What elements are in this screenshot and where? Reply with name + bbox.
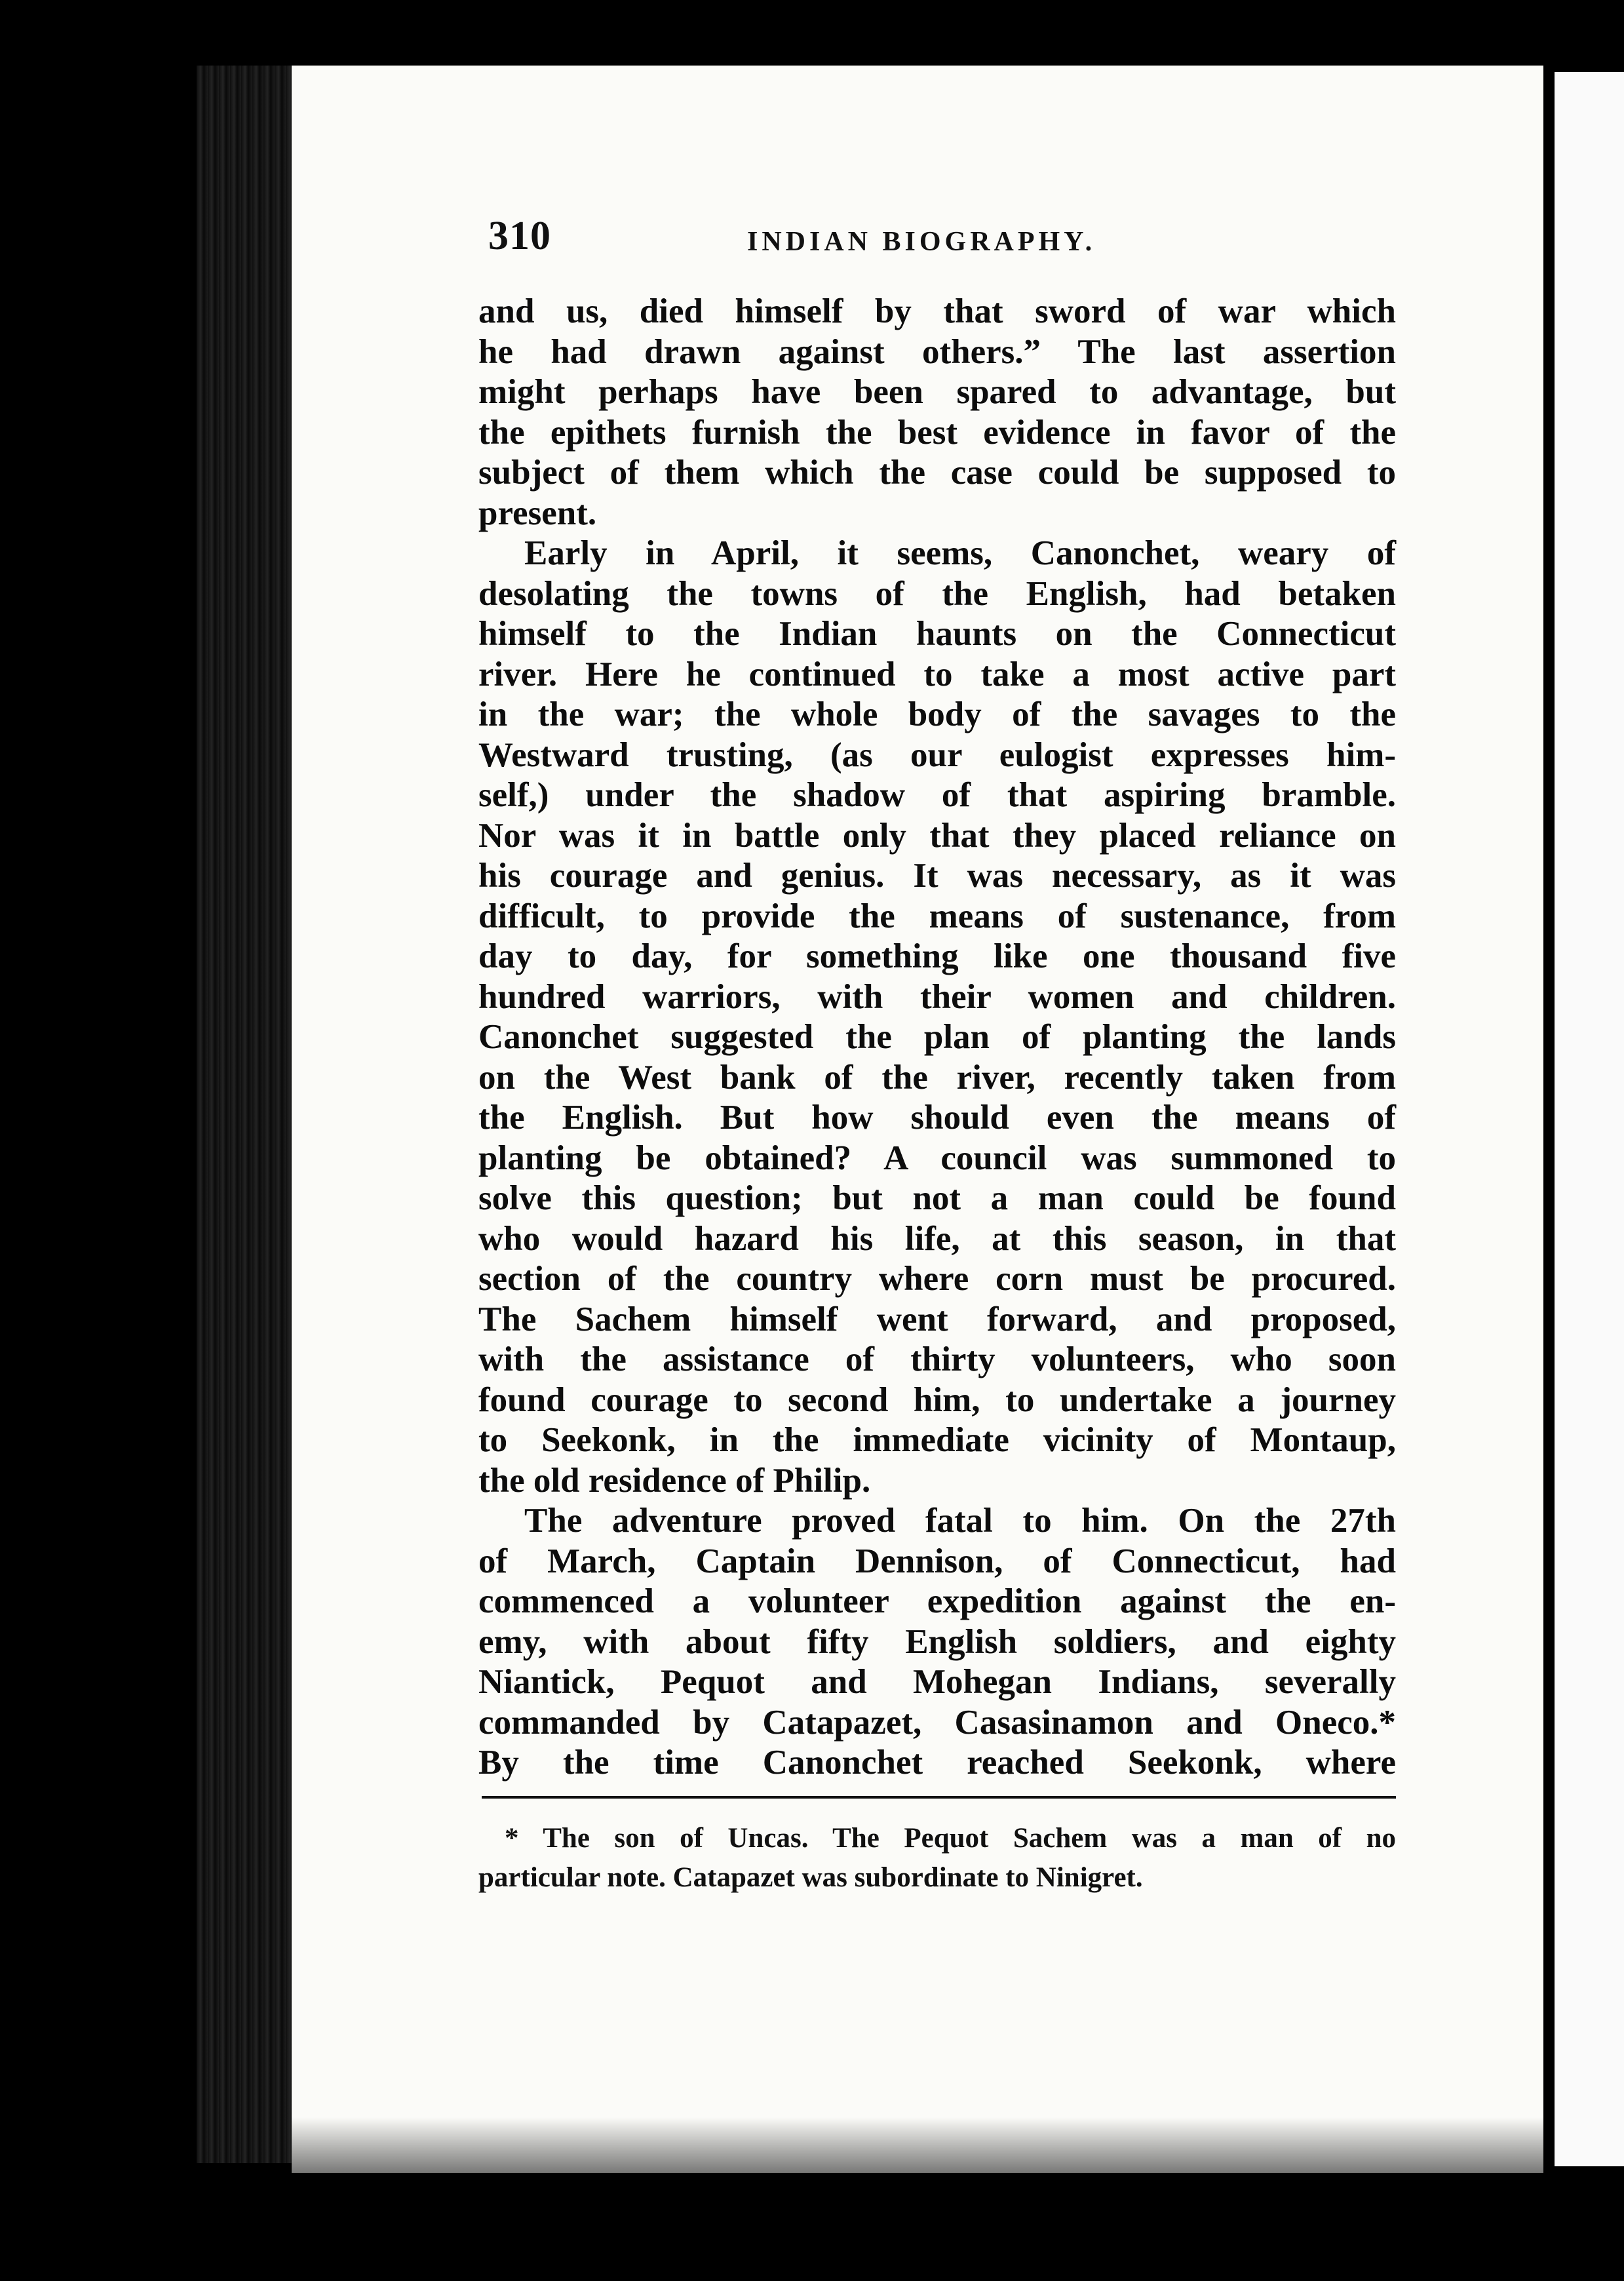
text-line: difficult, to provide the means of sustenance, from [478, 897, 1396, 935]
text-line: his courage and genius. It was necessary, as it was [478, 857, 1396, 895]
text-line: the English. But how should even the means of [478, 1099, 1396, 1137]
text-line: By the time Canonchet reached Seekonk, where [478, 1744, 1396, 1782]
page-bottom-shadow [292, 2117, 1543, 2176]
text-line: section of the country where corn must be procured. [478, 1260, 1396, 1298]
text-line: commanded by Catapazet, Casasinamon and Oneco.* [478, 1703, 1396, 1742]
text-line: of March, Captain Dennison, of Connecticut, had [478, 1542, 1396, 1580]
text-line: The Sachem himself went forward, and proposed, [478, 1300, 1396, 1338]
book-title: INDIAN BIOGRAPHY. [747, 227, 1096, 257]
text-line: present. [478, 494, 597, 532]
text-line: the epithets furnish the best evidence in favor of the [478, 413, 1396, 452]
text-line: self,) under the shadow of that aspiring bramble. [478, 776, 1396, 814]
text-line: The adventure proved fatal to him. On the 27th [524, 1502, 1396, 1540]
text-line: Nor was it in battle only that they placed reliance on [478, 816, 1396, 855]
footnote-rule [482, 1796, 1396, 1799]
text-line: planting be obtained? A council was summoned to [478, 1139, 1396, 1177]
text-line: the old residence of Philip. [478, 1461, 871, 1500]
text-line: in the war; the whole body of the savages to the [478, 695, 1396, 733]
text-line: hundred warriors, with their women and children. [478, 977, 1396, 1016]
text-line: Canonchet suggested the plan of planting the lands [478, 1018, 1396, 1056]
text-line: Westward trusting, (as our eulogist expresses him- [478, 735, 1396, 774]
text-line: and us, died himself by that sword of war which [478, 292, 1396, 330]
text-line: on the West bank of the river, recently taken from [478, 1058, 1396, 1097]
footnote-line: * The son of Uncas. The Pequot Sachem was a man of no [505, 1823, 1396, 1854]
body-text [478, 292, 1396, 1784]
book-binding-shadow [197, 66, 295, 2163]
text-line: he had drawn against others.” The last assertion [478, 332, 1396, 371]
text-line: subject of them which the case could be supposed to [478, 454, 1396, 492]
page-number: 310 [488, 214, 551, 258]
text-line: might perhaps have been spared to advantage, but [478, 373, 1396, 411]
facing-page-edge [1555, 72, 1624, 2166]
text-line: emy, with about fifty English soldiers, and eighty [478, 1622, 1396, 1661]
footnote [478, 1819, 1396, 1898]
text-line: with the assistance of thirty volunteers, who soon [478, 1340, 1396, 1378]
text-line: commenced a volunteer expedition against the en- [478, 1582, 1396, 1620]
running-head [488, 213, 1399, 272]
text-line: Niantick, Pequot and Mohegan Indians, severally [478, 1663, 1396, 1701]
text-line: day to day, for something like one thousand five [478, 937, 1396, 975]
text-line: who would hazard his life, at this season, in that [478, 1219, 1396, 1258]
footnote-line: particular note. Catapazet was subordinate to Ninigret. [478, 1862, 1143, 1893]
text-line: to Seekonk, in the immediate vicinity of Montaup, [478, 1421, 1396, 1459]
text-line: himself to the Indian haunts on the Connecticut [478, 615, 1396, 653]
text-line: river. Here he continued to take a most active part [478, 655, 1396, 693]
text-line: desolating the towns of the English, had betaken [478, 574, 1396, 613]
text-line: Early in April, it seems, Canonchet, weary of [524, 534, 1396, 572]
text-line: found courage to second him, to undertake a journey [478, 1380, 1396, 1419]
text-line: solve this question; but not a man could be found [478, 1179, 1396, 1217]
